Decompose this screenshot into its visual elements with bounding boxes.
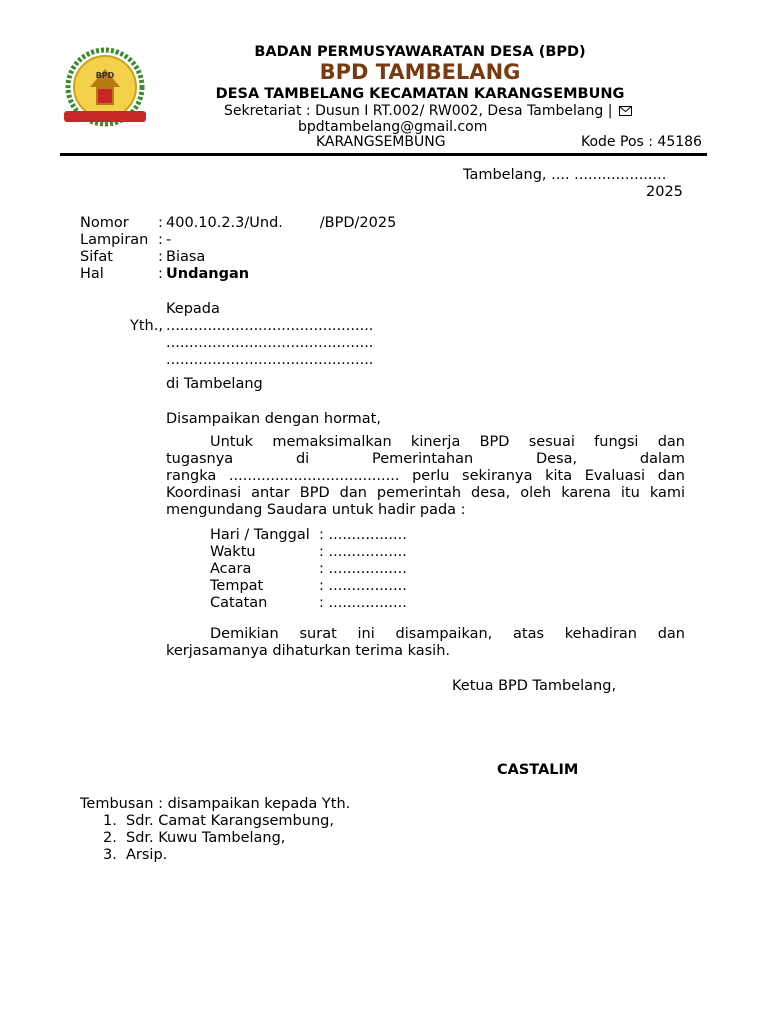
kop-email: bpdtambelang@gmail.com xyxy=(298,119,488,135)
addressee-line: ............................................. xyxy=(166,352,374,368)
addressee-place: di Tambelang xyxy=(166,376,263,392)
detail-label: Catatan xyxy=(210,595,268,611)
greeting: Disampaikan dengan hormat, xyxy=(166,411,381,427)
kop-divider xyxy=(60,153,707,156)
tembusan-item: Sdr. Kuwu Tambelang, xyxy=(126,830,286,846)
kop-line3: DESA TAMBELANG KECAMATAN KARANGSEMBUNG xyxy=(215,86,625,102)
detail-label: Hari / Tanggal xyxy=(210,527,310,543)
meta-label: Hal xyxy=(80,266,104,282)
addressee-line: ............................................. xyxy=(166,318,374,334)
kop-district: KARANGSEMBUNG xyxy=(316,134,446,150)
meta-label: Nomor xyxy=(80,215,129,231)
tembusan-item: Sdr. Camat Karangsembung, xyxy=(126,813,334,829)
meta-nomor: 400.10.2.3/Und. /BPD/2025 xyxy=(166,215,397,231)
closing-line: kerjasamanya dihaturkan terima kasih. xyxy=(166,643,450,659)
kop-postal: Kode Pos : 45186 xyxy=(581,134,702,150)
tembusan-title: Tembusan : disampaikan kepada Yth. xyxy=(80,796,351,812)
tembusan-item: Arsip. xyxy=(126,847,168,863)
meta-lampiran: - xyxy=(166,232,172,248)
detail-label: Acara xyxy=(210,561,252,577)
bpd-logo xyxy=(60,47,150,129)
detail-label: Tempat xyxy=(210,578,264,594)
meta-colon: : xyxy=(158,215,163,231)
signature-name: CASTALIM xyxy=(497,762,579,778)
addressee-yth: Yth., xyxy=(130,318,163,334)
detail-value: : ................. xyxy=(319,578,407,594)
meta-colon: : xyxy=(158,232,163,248)
detail-value: : ................. xyxy=(319,561,407,577)
addressee-line: ............................................. xyxy=(166,335,374,351)
meta-label: Lampiran xyxy=(80,232,149,248)
detail-value: : ................. xyxy=(319,544,407,560)
signature-position: Ketua BPD Tambelang, xyxy=(452,678,617,694)
paragraph-line: rangka ..................................... perlu sekiranya kita Evaluasi dan xyxy=(166,468,685,484)
paragraph-line: Untuk memaksimalkan kinerja BPD sesuai fungsi dan xyxy=(210,434,685,450)
envelope-icon xyxy=(619,106,632,116)
meta-label: Sifat xyxy=(80,249,113,265)
detail-value: : ................. xyxy=(319,595,407,611)
closing-line: Demikian surat ini disampaikan, atas kehadiran dan xyxy=(210,626,685,642)
letter-year: 2025 xyxy=(646,184,683,200)
paragraph-line: Koordinasi antar BPD dan pemerintah desa, oleh karena itu kami xyxy=(166,485,685,501)
logo-text: BPD xyxy=(95,71,115,80)
paragraph-line: mengundang Saudara untuk hadir pada : xyxy=(166,502,466,518)
tembusan-number: 2. xyxy=(103,830,117,846)
meta-sifat: Biasa xyxy=(166,249,206,265)
meta-colon: : xyxy=(158,266,163,282)
detail-value: : ................. xyxy=(319,527,407,543)
meta-colon: : xyxy=(158,249,163,265)
kop-address xyxy=(224,103,632,119)
tembusan-number: 1. xyxy=(103,813,117,829)
kop-address-text: Sekretariat : Dusun I RT.002/ RW002, Desa Tambelang | xyxy=(224,103,613,119)
addressee-kepada: Kepada xyxy=(166,301,220,317)
kop-line1: BADAN PERMUSYAWARATAN DESA (BPD) xyxy=(254,44,586,60)
kop-title: BPD TAMBELANG xyxy=(319,60,521,84)
tembusan-number: 3. xyxy=(103,847,117,863)
letter-date: Tambelang, .... .................... xyxy=(463,167,667,183)
paragraph-line: tugasnya di Pemerintahan Desa, dalam xyxy=(166,451,685,467)
detail-label: Waktu xyxy=(210,544,256,560)
meta-hal: Undangan xyxy=(166,266,250,282)
